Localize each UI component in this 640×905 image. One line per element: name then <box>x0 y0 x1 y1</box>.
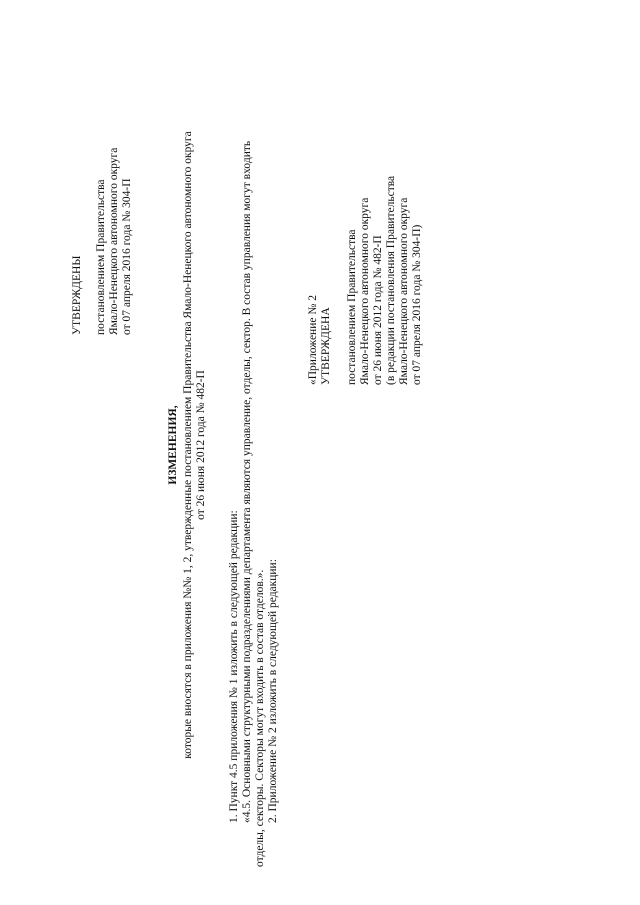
body-line-2: «4.5. Основными структурными подразделениями департамента являются управление, отделы, сектор. В состав управления могут входить <box>241 140 253 823</box>
body-line-3: отделы, секторы. Секторы могут входить в состав отделов.». <box>254 569 266 867</box>
main-title: ИЗМЕНЕНИЯ, <box>167 405 179 485</box>
appendix-line-2: УТВЕРЖДЕНА <box>320 307 332 385</box>
appendix-line-9: от 07 апреля 2016 года № 304-П) <box>411 224 423 385</box>
body-line-1: 1. Пункт 4.5 приложения № 1 изложить в следующей редакции: <box>228 510 240 823</box>
appendix-line-4: постановлением Правительства <box>346 229 358 385</box>
body-line-4: 2. Приложение № 2 изложить в следующей редакции: <box>267 559 279 823</box>
approved-line-1: постановлением Правительства <box>95 179 107 335</box>
subtitle-line-1: которые вносятся в приложения №№ 1, 2, утвержденные постановлением Правительства Ямало-Ненецкого автономного округа <box>182 131 194 759</box>
appendix-line-8: Ямало-Ненецкого автономного округа <box>398 197 410 385</box>
appendix-line-6: от 26 июня 2012 года № 482-П <box>372 235 384 385</box>
appendix-line-7: (в редакции постановления Правительства <box>385 175 397 385</box>
appendix-line-1: «Приложение № 2 <box>307 295 319 385</box>
approved-title: УТВЕРЖДЕНЫ <box>71 255 83 335</box>
subtitle-line-2: от 26 июня 2012 года № 482-П <box>195 370 207 520</box>
rotated-document-page <box>55 15 575 875</box>
approved-line-3: от 07 апреля 2016 года № 304-П <box>121 178 133 335</box>
appendix-line-5: Ямало-Ненецкого автономного округа <box>359 197 371 385</box>
approved-line-2: Ямало-Ненецкого автономного округа <box>108 147 120 335</box>
